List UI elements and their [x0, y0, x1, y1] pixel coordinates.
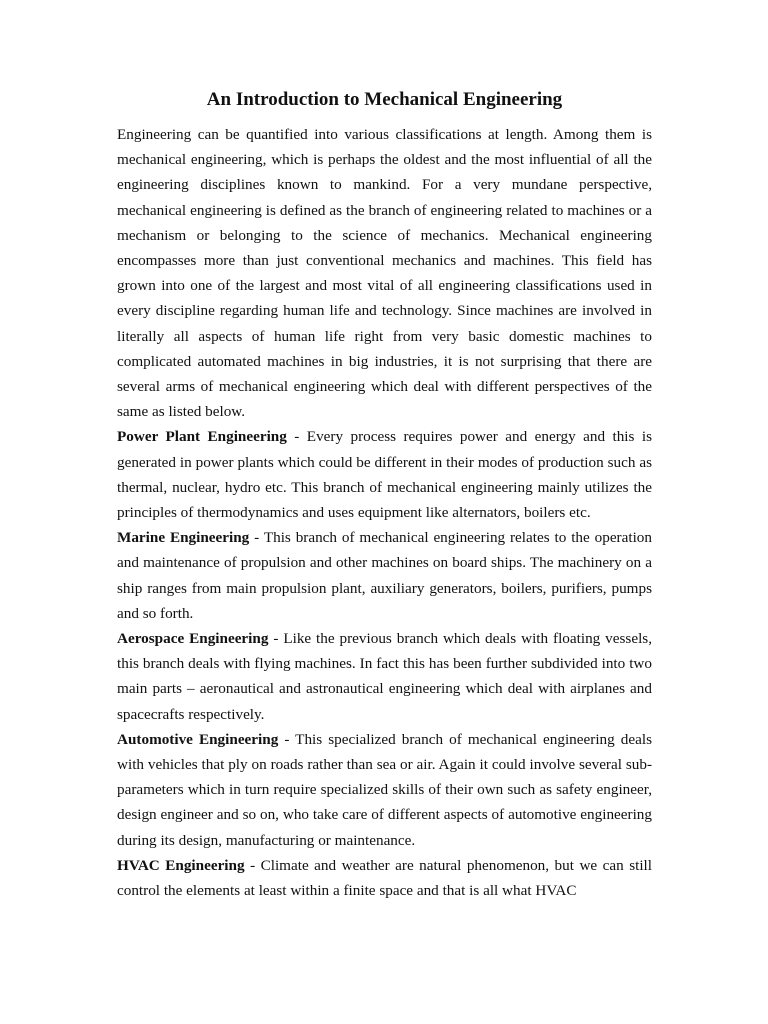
section-text: - Like the previous branch which deals with floating vessels, this branch deals with flying machines. In fact this has been further subdivided into two main parts – aeronautical and astronautical engineering which deal with airplanes and spacecrafts respectively. — [117, 630, 652, 723]
section-term: Marine Engineering — [117, 529, 250, 547]
intro-paragraph: Engineering can be quantified into various classifications at length. Among them is mechanical engineering, which is perhaps the oldest and the most influential of all the engineering disciplines known to mankind. For a very mundane perspective, mechanical engineering is defined as the branch of engineering related to machines or a mechanism or belonging to the science of mechanics. Mechanical engineering encompasses more than just conventional mechanics and machines. This field has grown into one of the largest and most vital of all engineering classifications used in every discipline regarding human life and technology. Since machines are involved in literally all aspects of human life right from very basic domestic machines to complicated automated machines in big industries, it is not surprising that there are several arms of mechanical engineering which deal with different perspectives of the same as listed below. — [117, 126, 652, 421]
section-term: HVAC Engineering — [117, 856, 245, 874]
section-aerospace — [117, 626, 652, 727]
section-text: - This specialized branch of mechanical engineering deals with vehicles that ply on roads rather than sea or air. Again it could involve several sub-parameters which in turn require specialized skills of their own such as safety engineer, design engineer and so on, who take care of different aspects of automotive engineering during its design, manufacturing or maintenance. — [117, 730, 652, 849]
section-power-plant — [117, 424, 652, 525]
document-page — [117, 84, 652, 903]
section-term: Power Plant Engineering — [117, 428, 287, 446]
section-text: - This branch of mechanical engineering relates to the operation and maintenance of propulsion and other machines on board ships. The machinery on a ship ranges from main propulsion plant, auxiliary generators, boilers, purifiers, pumps and so forth. — [117, 529, 652, 622]
section-term: Aerospace Engineering — [117, 630, 269, 648]
section-term: Automotive Engineering — [117, 730, 279, 748]
section-marine — [117, 525, 652, 626]
section-hvac — [117, 853, 652, 903]
section-text: - Climate and weather are natural phenomenon, but we can still control the elements at least within a finite space and that is all what HVAC — [117, 856, 653, 900]
section-automotive — [117, 727, 652, 853]
document-title: An Introduction to Mechanical Engineering — [206, 89, 563, 110]
section-text: - Every process requires power and energy and this is generated in power plants which could be different in their modes of production such as thermal, nuclear, hydro etc. This branch of mechanical engineering mainly utilizes the principles of thermodynamics and uses equipment like alternators, boilers etc. — [117, 428, 652, 522]
